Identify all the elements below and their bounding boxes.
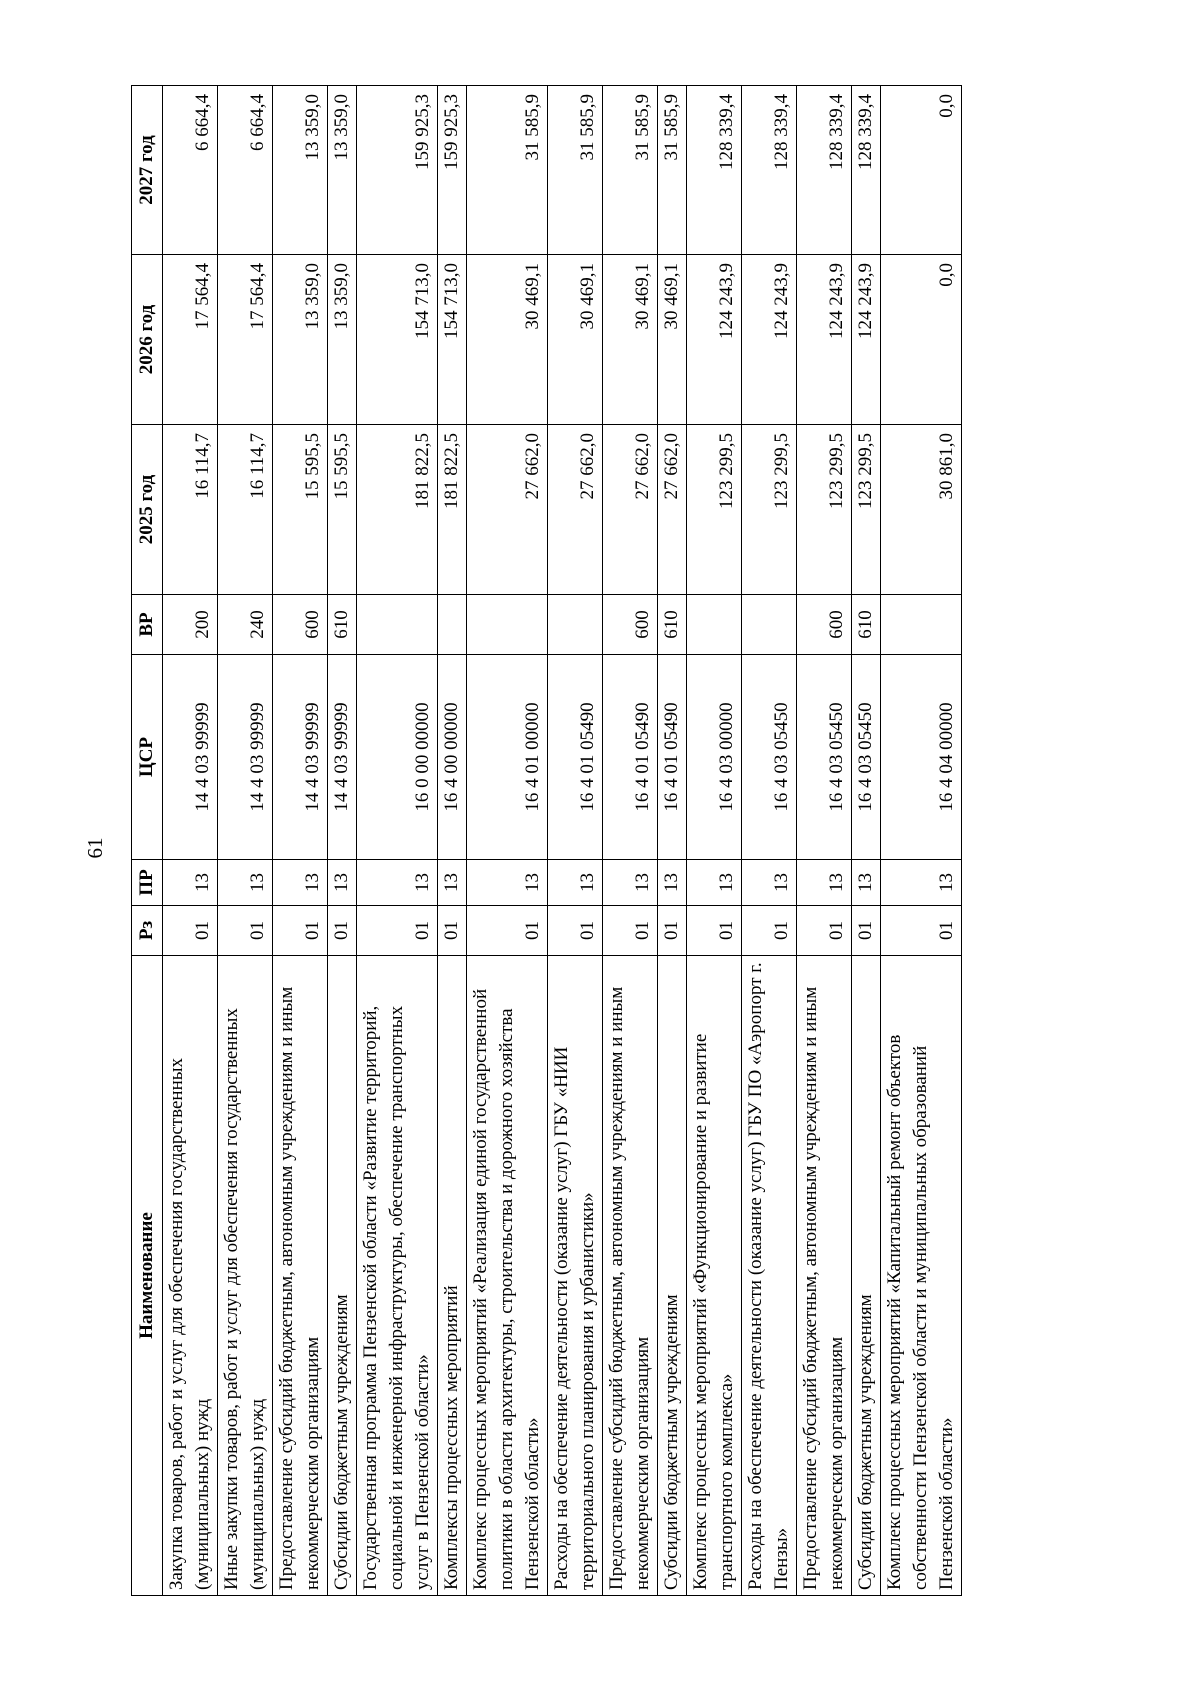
cell-2027: 31 585,9 (658, 86, 687, 255)
table-row (881, 86, 962, 1596)
cell-vr: 610 (328, 595, 357, 655)
cell-name: Предоставление субсидий бюджетным, автономным учреждениям и иным некоммерческим организациям (273, 956, 328, 1596)
cell-csr: 16 4 01 05490 (603, 655, 658, 860)
cell-2025: 27 662,0 (603, 425, 658, 595)
table-row (548, 86, 603, 1596)
table-row (658, 86, 687, 1596)
cell-rz: 01 (273, 906, 328, 956)
cell-csr: 16 4 01 05490 (548, 655, 603, 860)
column-header-2025: 2025 год (132, 425, 163, 595)
table-row (603, 86, 658, 1596)
column-header-vr: ВР (132, 595, 163, 655)
cell-2025: 123 299,5 (687, 425, 742, 595)
cell-rz: 01 (438, 906, 467, 956)
cell-rz: 01 (881, 906, 962, 956)
cell-2025: 15 595,5 (273, 425, 328, 595)
cell-rz: 01 (742, 906, 797, 956)
cell-2027: 31 585,9 (467, 86, 548, 255)
cell-vr (881, 595, 962, 655)
cell-rz: 01 (548, 906, 603, 956)
cell-vr (687, 595, 742, 655)
cell-pr: 13 (273, 860, 328, 906)
cell-vr (467, 595, 548, 655)
cell-2025: 16 114,7 (163, 425, 218, 595)
cell-2027: 159 925,3 (357, 86, 438, 255)
cell-2026: 124 243,9 (687, 255, 742, 425)
cell-2027: 13 359,0 (273, 86, 328, 255)
cell-2026: 124 243,9 (742, 255, 797, 425)
cell-2027: 31 585,9 (548, 86, 603, 255)
cell-rz: 01 (218, 906, 273, 956)
table-header-row (132, 86, 163, 1596)
cell-2026: 124 243,9 (797, 255, 852, 425)
cell-vr (438, 595, 467, 655)
cell-2025: 123 299,5 (742, 425, 797, 595)
table-row (467, 86, 548, 1596)
cell-pr: 13 (742, 860, 797, 906)
cell-pr: 13 (163, 860, 218, 906)
column-header-pr: ПР (132, 860, 163, 906)
cell-pr: 13 (797, 860, 852, 906)
cell-2027: 31 585,9 (603, 86, 658, 255)
table-row (438, 86, 467, 1596)
column-header-csr: ЦСР (132, 655, 163, 860)
cell-2027: 128 339,4 (742, 86, 797, 255)
cell-csr: 16 4 03 05450 (742, 655, 797, 860)
cell-vr: 610 (852, 595, 881, 655)
cell-pr: 13 (687, 860, 742, 906)
cell-2027: 128 339,4 (852, 86, 881, 255)
cell-name: Иные закупки товаров, работ и услуг для обеспечения государственных (муниципальных) нужд (218, 956, 273, 1596)
cell-name: Субсидии бюджетным учреждениям (852, 956, 881, 1596)
cell-name: Расходы на обеспечение деятельности (оказание услуг) ГБУ ПО «Аэропорт г. Пензы» (742, 956, 797, 1596)
cell-vr (548, 595, 603, 655)
cell-pr: 13 (438, 860, 467, 906)
table-row (218, 86, 273, 1596)
cell-2026: 154 713,0 (357, 255, 438, 425)
cell-name: Государственная программа Пензенской области «Развитие территорий, социальной и инженерной инфраструктуры, обеспечение транспортных услуг в Пензенской области» (357, 956, 438, 1596)
table-row (357, 86, 438, 1596)
cell-pr: 13 (852, 860, 881, 906)
cell-csr: 14 4 03 99999 (273, 655, 328, 860)
page-number: 61 (83, 837, 107, 859)
cell-2025: 15 595,5 (328, 425, 357, 595)
cell-2026: 30 469,1 (658, 255, 687, 425)
cell-vr (742, 595, 797, 655)
cell-csr: 16 4 01 00000 (467, 655, 548, 860)
cell-rz: 01 (467, 906, 548, 956)
cell-csr: 14 4 03 99999 (218, 655, 273, 860)
cell-name: Комплексы процессных мероприятий (438, 956, 467, 1596)
cell-2025: 181 822,5 (357, 425, 438, 595)
cell-name: Комплекс процессных мероприятий «Функционирование и развитие транспортного комплекса» (687, 956, 742, 1596)
cell-2025: 123 299,5 (797, 425, 852, 595)
cell-pr: 13 (328, 860, 357, 906)
cell-name: Субсидии бюджетным учреждениям (658, 956, 687, 1596)
column-header-name: Наименование (132, 956, 163, 1596)
cell-csr: 16 4 01 05490 (658, 655, 687, 860)
table-row (852, 86, 881, 1596)
cell-pr: 13 (658, 860, 687, 906)
cell-2026: 30 469,1 (603, 255, 658, 425)
cell-2026: 30 469,1 (467, 255, 548, 425)
cell-name: Комплекс процессных мероприятий «Реализация единой государственной политики в области архитектуры, строительства и дорожного хозяйства Пензенской области» (467, 956, 548, 1596)
rotated-page-content (131, 86, 1101, 1596)
cell-rz: 01 (852, 906, 881, 956)
cell-2025: 27 662,0 (467, 425, 548, 595)
cell-vr: 600 (603, 595, 658, 655)
cell-csr: 16 4 03 05450 (797, 655, 852, 860)
cell-vr: 610 (658, 595, 687, 655)
cell-csr: 16 4 03 05450 (852, 655, 881, 860)
cell-2026: 13 359,0 (273, 255, 328, 425)
cell-vr: 240 (218, 595, 273, 655)
cell-rz: 01 (687, 906, 742, 956)
cell-name: Предоставление субсидий бюджетным, автономным учреждениям и иным некоммерческим организациям (603, 956, 658, 1596)
column-header-2026: 2026 год (132, 255, 163, 425)
cell-csr: 16 4 04 00000 (881, 655, 962, 860)
cell-2027: 159 925,3 (438, 86, 467, 255)
cell-2025: 16 114,7 (218, 425, 273, 595)
cell-csr: 14 4 03 99999 (163, 655, 218, 860)
column-header-rz: Рз (132, 906, 163, 956)
cell-name: Закупка товаров, работ и услуг для обеспечения государственных (муниципальных) нужд (163, 956, 218, 1596)
cell-csr: 14 4 03 99999 (328, 655, 357, 860)
cell-2026: 17 564,4 (218, 255, 273, 425)
cell-2025: 30 861,0 (881, 425, 962, 595)
cell-rz: 01 (603, 906, 658, 956)
cell-rz: 01 (328, 906, 357, 956)
cell-pr: 13 (467, 860, 548, 906)
cell-rz: 01 (797, 906, 852, 956)
cell-2027: 0,0 (881, 86, 962, 255)
column-header-2027: 2027 год (132, 86, 163, 255)
cell-2026: 0,0 (881, 255, 962, 425)
cell-2027: 128 339,4 (687, 86, 742, 255)
table-row (273, 86, 328, 1596)
cell-csr: 16 4 00 00000 (438, 655, 467, 860)
cell-name: Расходы на обеспечение деятельности (оказание услуг) ГБУ «НИИ территориального планирования и урбанистики» (548, 956, 603, 1596)
table-row (328, 86, 357, 1596)
cell-2027: 13 359,0 (328, 86, 357, 255)
cell-pr: 13 (881, 860, 962, 906)
budget-table (131, 85, 962, 1596)
cell-rz: 01 (658, 906, 687, 956)
cell-csr: 16 4 03 00000 (687, 655, 742, 860)
cell-pr: 13 (357, 860, 438, 906)
cell-2026: 17 564,4 (163, 255, 218, 425)
cell-csr: 16 0 00 00000 (357, 655, 438, 860)
table-row (687, 86, 742, 1596)
cell-vr: 600 (797, 595, 852, 655)
cell-rz: 01 (163, 906, 218, 956)
table-row (163, 86, 218, 1596)
cell-pr: 13 (548, 860, 603, 906)
cell-2027: 128 339,4 (797, 86, 852, 255)
cell-2026: 124 243,9 (852, 255, 881, 425)
cell-2025: 181 822,5 (438, 425, 467, 595)
cell-rz: 01 (357, 906, 438, 956)
cell-2026: 30 469,1 (548, 255, 603, 425)
cell-name: Комплекс процессных мероприятий «Капитальный ремонт объектов собственности Пензенской области и муниципальных образований Пензенской области» (881, 956, 962, 1596)
cell-2025: 27 662,0 (548, 425, 603, 595)
cell-2027: 6 664,4 (218, 86, 273, 255)
cell-name: Предоставление субсидий бюджетным, автономным учреждениям и иным некоммерческим организациям (797, 956, 852, 1596)
cell-vr: 600 (273, 595, 328, 655)
cell-pr: 13 (218, 860, 273, 906)
cell-2026: 154 713,0 (438, 255, 467, 425)
cell-pr: 13 (603, 860, 658, 906)
cell-name: Субсидии бюджетным учреждениям (328, 956, 357, 1596)
cell-vr (357, 595, 438, 655)
cell-2027: 6 664,4 (163, 86, 218, 255)
cell-vr: 200 (163, 595, 218, 655)
table-row (797, 86, 852, 1596)
cell-2026: 13 359,0 (328, 255, 357, 425)
table-row (742, 86, 797, 1596)
cell-2025: 123 299,5 (852, 425, 881, 595)
cell-2025: 27 662,0 (658, 425, 687, 595)
